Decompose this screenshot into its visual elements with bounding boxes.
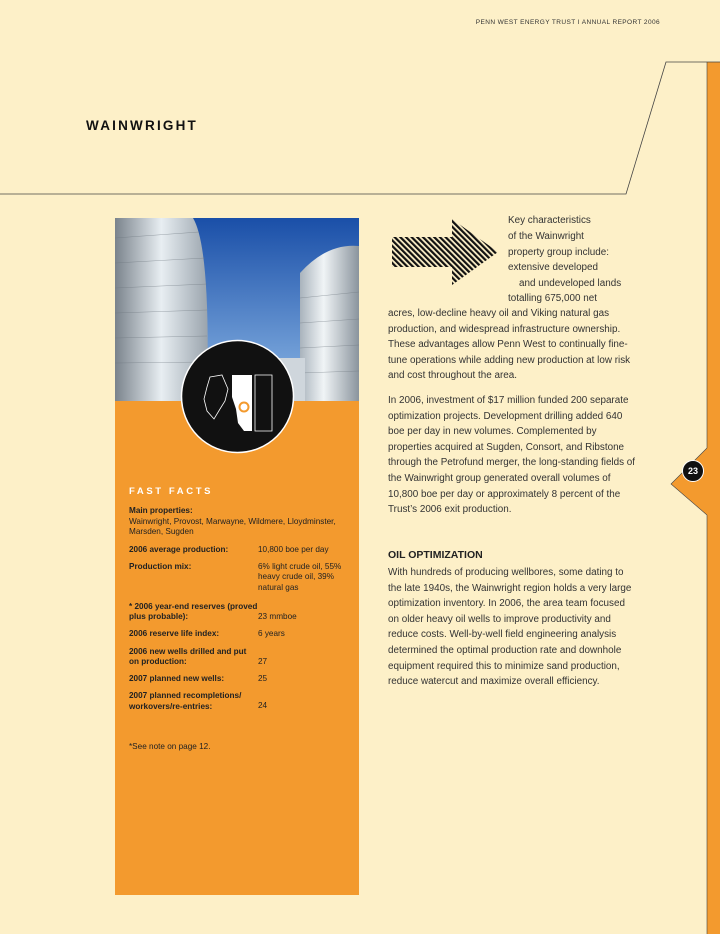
intro-line: of the Wainwright — [508, 231, 584, 242]
page-number-badge: 23 — [682, 460, 704, 482]
fact-value: 6% light crude oil, 55% heavy crude oil, 39% natural gas — [258, 562, 342, 592]
optimization-text: With hundreds of producing wellbores, some dating to the late 1940s, the Wainwright region holds a very large optimization inventory. In 2006, the area team focused on older heavy oil wells to improve productivity and reduce costs. Well-by-well field engineering analysis determined the optimal production rate and downhole equipment required this to minimize sand production, reduce watercut and maximize overall efficiency. — [388, 567, 632, 688]
footnote: *See note on page 12. — [129, 741, 211, 751]
fact-row — [129, 602, 351, 623]
fact-row — [129, 562, 351, 593]
intro-line: totalling 675,000 net — [508, 293, 597, 304]
intro-line: and undeveloped lands — [519, 278, 622, 289]
fact-label: 2006 average production: — [129, 544, 229, 554]
fact-row — [129, 545, 351, 555]
fact-value: 10,800 boe per day — [258, 544, 329, 554]
main-properties — [129, 506, 351, 538]
fact-label: 2007 planned recompletions/ workovers/re-entries: — [129, 691, 242, 711]
fact-label: Production mix: — [129, 562, 192, 572]
alberta-location-map — [180, 339, 295, 454]
fact-value: 24 — [258, 701, 268, 711]
fact-label: 2006 reserve life index: — [129, 629, 220, 639]
fast-facts-title: FAST FACTS — [129, 486, 214, 497]
main-properties-label: Main properties: — [129, 506, 193, 515]
oil-optimization-heading: OIL OPTIMIZATION — [388, 549, 483, 561]
investment-text: In 2006, investment of $17 million funded 200 separate optimization projects. Development drilling added 640 boe per day in new volumes. Complemented by properties acquired at Sugden, Consort, and Ribstone through the Petrofund merger, the long-standing fields of the Wainwright group generated overall volumes of 10,800 boe per day or approximately 8 percent of the Trust’s 2006 exit production. — [388, 395, 636, 516]
intro-paragraph-continued — [388, 306, 638, 384]
fact-value: 6 years — [258, 629, 285, 639]
fact-value: 27 — [258, 656, 268, 666]
fact-value: 25 — [258, 674, 268, 684]
fact-label: * 2006 year-end reserves (proved plus probable): — [129, 601, 258, 622]
fact-label: 2006 new wells drilled and put on production: — [129, 646, 247, 666]
optimization-paragraph — [388, 565, 638, 690]
hatched-arrow-icon — [390, 217, 500, 287]
intro-line: property group include: — [508, 247, 610, 258]
main-properties-value: Wainwright, Provost, Marwayne, Wildmere, Lloydminster, Marsden, Sugden — [129, 516, 336, 537]
intro-line: extensive developed — [508, 262, 599, 273]
fact-row — [129, 691, 351, 712]
fact-row — [129, 629, 351, 639]
intro-rest-text: acres, low-decline heavy oil and Viking natural gas production, and widespread infrastructure ownership. These advantages allow Penn West to continually fine-tune operations while adding new production at low risk and cost throughout the area. — [388, 308, 631, 382]
fact-label: 2007 planned new wells: — [129, 674, 225, 684]
fact-value: 23 mmboe — [258, 611, 297, 621]
fact-row — [129, 674, 351, 684]
running-head: PENN WEST ENERGY TRUST I ANNUAL REPORT 2006 — [475, 19, 660, 26]
intro-line: Key characteristics — [508, 215, 591, 226]
investment-paragraph — [388, 393, 636, 518]
fact-row — [129, 647, 351, 668]
fast-facts — [129, 486, 351, 751]
section-title: WAINWRIGHT — [86, 118, 198, 133]
